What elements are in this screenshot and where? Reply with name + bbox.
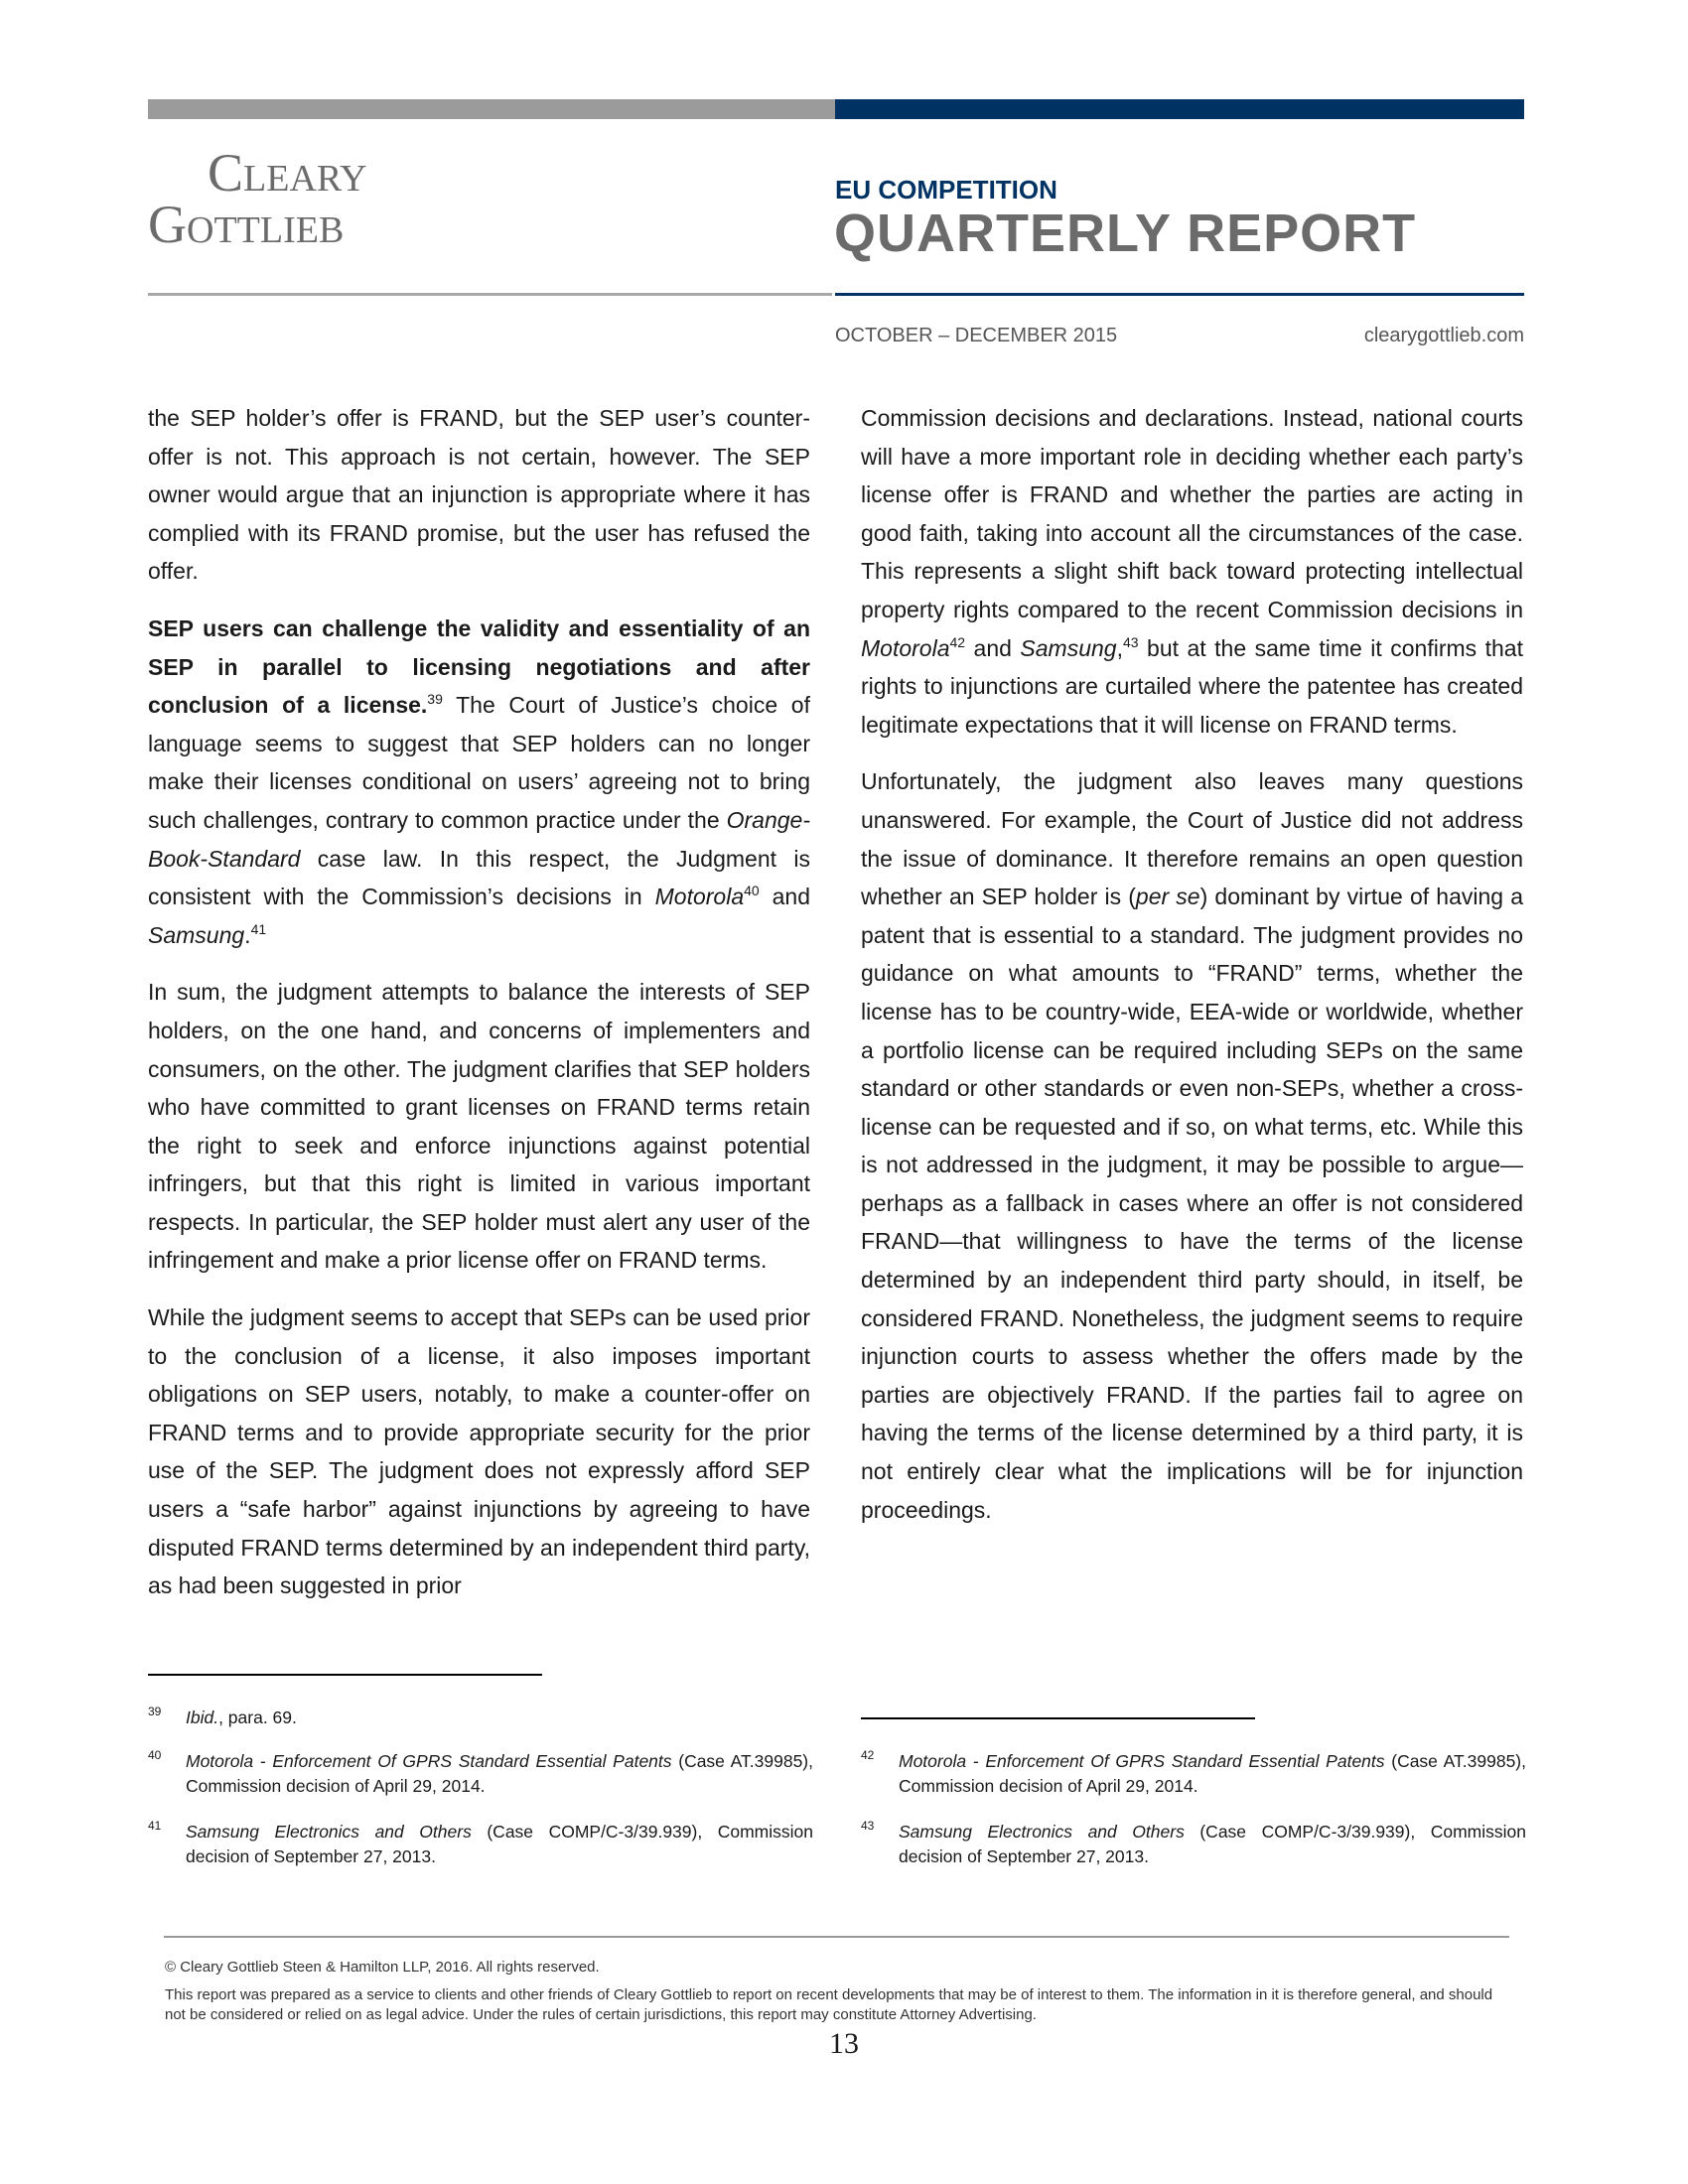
header-bar-gray (148, 99, 835, 119)
footnote-reference[interactable]: 41 (250, 920, 267, 937)
text-run: Unfortunately, the judgment also leaves many questions unanswered. For example, the Court of Justice did not address the issue of dominance. It therefore remains an open question whether an SEP holder is ( (861, 768, 1523, 910)
footnote-number: 39 (148, 1705, 162, 1718)
header-bar-navy (835, 99, 1524, 119)
left-column (148, 399, 810, 1624)
footnote-number: 42 (861, 1748, 875, 1762)
footnote-text (186, 1820, 813, 1869)
report-kicker: EU COMPETITION (835, 175, 1057, 205)
footnote (148, 1820, 813, 1869)
website-link[interactable]: clearygottlieb.com (1363, 325, 1524, 346)
text-run: but at the same time it confirms that rights to injunctions are curtailed where the patentee has created legitimate expectations that it will license on FRAND terms. (861, 634, 1523, 738)
paragraph (148, 399, 810, 591)
copyright: © Cleary Gottlieb Steen & Hamilton LLP, 2016. All rights reserved. (165, 1959, 600, 1976)
text-run: , para. 69. (218, 1707, 297, 1727)
footnote-divider-left (148, 1674, 542, 1676)
cleary-gottlieb-logo: Cleary Gottlieb (148, 143, 367, 254)
footnote-divider-right (861, 1717, 1255, 1719)
text-run: (Case AT.39985), Commission decision of April 29, 2014. (899, 1751, 1526, 1796)
footnote-text (899, 1820, 1526, 1869)
paragraph (861, 399, 1523, 744)
text-run: Ibid. (186, 1707, 219, 1727)
report-period: OCTOBER – DECEMBER 2015 (835, 325, 1118, 346)
text-run: Motorola (654, 884, 745, 910)
paragraph (861, 762, 1523, 1529)
header-rule-navy (835, 293, 1524, 296)
text-run: Motorola - Enforcement Of GPRS Standard Essential Patents (186, 1751, 672, 1771)
footnote-text (186, 1749, 813, 1799)
disclaimer: This report was prepared as a service to clients and other friends of Cleary Gottlieb to report on recent developments that may be of interest to them. The information in it is therefore general, and should not be considered or relied on as legal advice. Under the rules of certain jurisdictions, this report may constitute Attorney Advertising. (165, 1986, 1493, 2023)
right-column (861, 399, 1523, 1548)
footnote-number: 43 (861, 1819, 875, 1833)
text-run: case law. In this respect, the Judgment is consistent with the Commission’s decisions in (148, 845, 810, 910)
paragraph (148, 610, 810, 954)
page-number: 13 (829, 2027, 859, 2060)
footnote-reference[interactable]: 40 (744, 883, 760, 899)
header-rule-gray (148, 293, 832, 296)
text-run: Motorola (861, 634, 950, 661)
text-run: Samsung (148, 921, 245, 948)
footnote-text (899, 1749, 1526, 1799)
text-run: ) dominant by virtue of having a patent that is essential to a standard. The judgment provides no guidance on what amounts to “FRAND” terms, whether the license has to be country-wide, EEA-wide or worldwide, whether a portfolio license can be required including SEPs on the same standard or other standards or even non-SEPs, whether a cross-license can be requested and if so, on what terms, etc. While this is not addressed in the judgment, it may be possible to argue—perhaps as a fallback in cases where an offer is not considered FRAND—that willingness to have the terms of the license determined by an independent third party should, in itself, be considered FRAND. Nonetheless, the judgment seems to require injunction courts to assess whether the offers made by the parties are objectively FRAND. If the parties fail to agree on having the terms of the license determined by a third party, it is not entirely clear what the implications will be for injunction proceedings. (861, 884, 1524, 1523)
footnote-number: 41 (148, 1819, 162, 1833)
footnote (861, 1820, 1526, 1869)
text-run: per se (1135, 884, 1200, 910)
text-run: The Court of Justice’s choice of language seems to suggest that SEP holders can no longer make their licenses conditional on users’ agreeing not to bring such challenges, contrary to common practice under the (148, 692, 810, 833)
footnote-reference[interactable]: 42 (949, 633, 966, 650)
text-run: Motorola - Enforcement Of GPRS Standard Essential Patents (899, 1751, 1385, 1771)
report-title: QUARTERLY REPORT (834, 204, 1417, 263)
text-run: (Case COMP/C-3/39.939), Commission decision of September 27, 2013. (186, 1822, 813, 1866)
text-run: Samsung Electronics and Others (899, 1822, 1185, 1842)
text-run: Commission decisions and declarations. Instead, national courts will have a more important role in deciding whether each party’s license offer is FRAND and whether the parties are acting in good faith, taking into account all the circumstances of the case. This represents a slight shift back toward protecting intellectual property rights compared to the recent Commission decisions in (861, 405, 1523, 622)
text-run: Samsung (1020, 634, 1117, 661)
footnote (148, 1706, 813, 1730)
paragraph (148, 973, 810, 1280)
footnote-number: 40 (148, 1748, 162, 1762)
text-run: (Case COMP/C-3/39.939), Commission decision of September 27, 2013. (899, 1822, 1526, 1866)
text-run: In sum, the judgment attempts to balance the interests of SEP holders, on the one hand, and concerns of implementers and consumers, on the other. The judgment clarifies that SEP holders who have committed to grant licenses on FRAND terms retain the right to seek and enforce injunctions against potential infringers, but that this right is limited in various important respects. In particular, the SEP holder must alert any user of the infringement and make a prior license offer on FRAND terms. (148, 979, 810, 1274)
text-run: and (759, 884, 811, 910)
text-run: Samsung Electronics and Others (186, 1822, 472, 1842)
footnote (861, 1749, 1526, 1799)
footnote (148, 1749, 813, 1799)
footnote-text (186, 1706, 813, 1730)
paragraph (148, 1298, 810, 1605)
text-run: While the judgment seems to accept that SEPs can be used prior to the conclusion of a license, it also imposes important obligations on SEP users, notably, to make a counter-offer on FRAND terms and to provide appropriate security for the prior use of the SEP. The judgment does not expressly afford SEP users a “safe harbor” against injunctions by agreeing to have disputed FRAND terms determined by an independent third party, as had been suggested in prior (148, 1304, 810, 1599)
text-run: (Case AT.39985), Commission decision of April 29, 2014. (186, 1751, 813, 1796)
text-run: SEP users can challenge the validity and essentiality of an SEP in parallel to licensing negotiations and after conclusion of a license. (148, 614, 810, 719)
text-run: . (244, 921, 251, 948)
text-run: Orange-Book-Standard (148, 806, 810, 872)
text-run: , (1116, 634, 1123, 661)
footnote-reference[interactable]: 39 (427, 691, 443, 708)
text-run: and (965, 634, 1021, 661)
footer-divider (164, 1936, 1509, 1938)
footnote-reference[interactable]: 43 (1122, 633, 1139, 650)
text-run: the SEP holder’s offer is FRAND, but the SEP user’s counter-offer is not. This approach is not certain, however. The SEP owner would argue that an injunction is appropriate where it has complied with its FRAND promise, but the user has refused the offer. (148, 405, 810, 585)
